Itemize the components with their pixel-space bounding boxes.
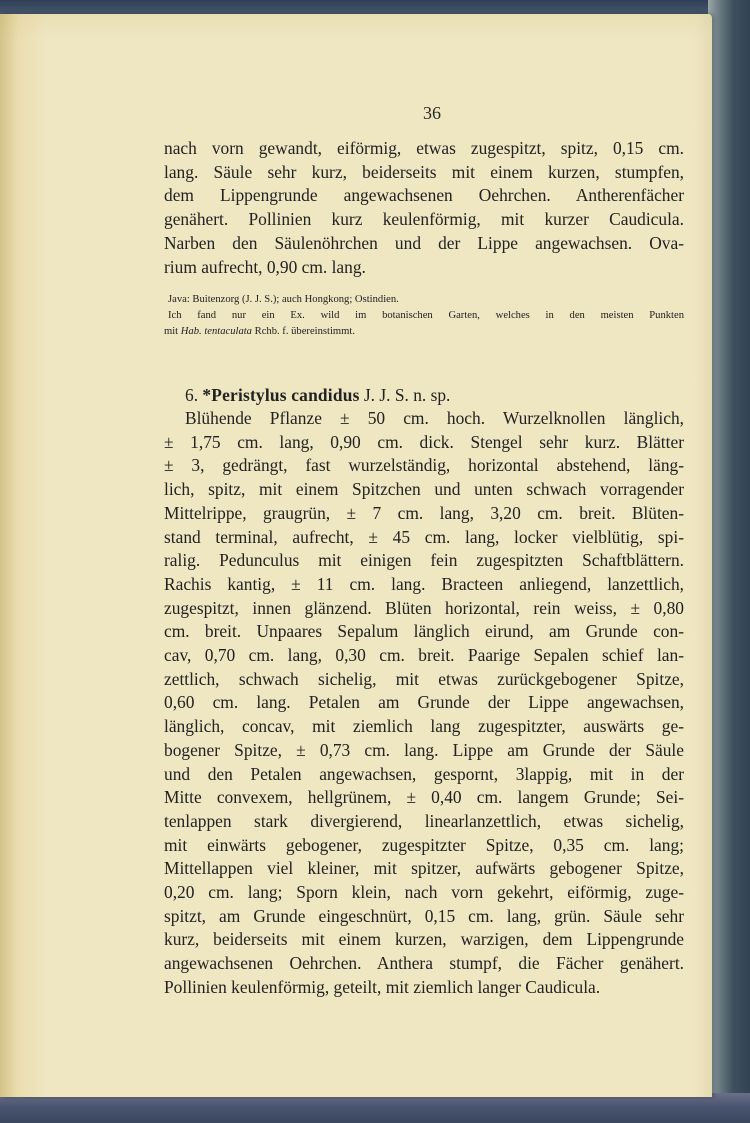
text-line: Mittelrippe, graugrün, ± 7 cm. lang, 3,20 cm. breit. Blüten- [164,502,684,523]
text-line: kurz, beiderseits mit einem kurzen, warzigen, dem Lippengrunde [164,929,684,950]
text-line: ± 1,75 cm. lang, 0,90 cm. dick. Stengel sehr kurz. Blätter [164,431,684,452]
text-line: Narben den Säulenöhrchen und der Lippe angewachsen. Ova- [164,232,684,253]
book-cover-right-edge [708,0,750,1123]
text-line: cav, 0,70 cm. lang, 0,30 cm. breit. Paarige Sepalen schief lan- [164,645,684,666]
text-line: ralig. Pedunculus mit einigen fein zugespitzten Schaftblättern. [164,550,684,571]
species-number: 6. [185,385,203,405]
locality-line: Java: Buitenzorg (J. J. S.); auch Hongkong; Ostindien. [168,294,399,305]
text-line: angewachsenen Oehrchen. Anthera stumpf, die Fächer genähert. [164,953,684,974]
species-author: J. J. S. n. sp. [359,385,451,405]
text-line: mit einwärts gebogener, zugespitzter Spitze, 0,35 cm. lang; [164,834,684,855]
text-line: Mitte convexem, hellgrünem, ± 0,40 cm. langem Grunde; Sei- [164,787,684,808]
text-line: länglich, concav, mit ziemlich lang zugespitzter, auswärts ge- [164,716,684,737]
text-line: zugespitzt, innen glänzend. Blüten horizontal, rein weiss, ± 0,80 [164,597,684,618]
text-line: lich, spitz, mit einem Spitzchen und unten schwach vorragender [164,479,684,500]
text-line: stand terminal, aufrecht, ± 45 cm. lang, locker vielblütig, spi- [164,526,684,547]
text-line: genähert. Pollinien kurz keulenförmig, mit kurzer Caudicula. [164,209,684,230]
text-line: Mittellappen viel kleiner, mit spitzer, aufwärts gebogener Spitze, [164,858,684,879]
text-line: tenlappen stark divergierend, linearlanzettlich, etwas sichelig, [164,810,684,831]
text-line: 0,20 cm. lang; Sporn klein, nach vorn gekehrt, eiförmig, zuge- [164,882,684,903]
note-text: mit [164,326,181,337]
paragraph-continuation [164,137,684,279]
taxon-name-italic: Hab. tentaculata [180,326,252,337]
species-name: *Peristylus candidus [202,385,360,405]
text-line: zettlich, schwach sichelig, mit etwas zurückgebogener Spitze, [164,668,684,689]
text-line: cm. breit. Unpaares Sepalum länglich eirund, am Grunde con- [164,621,684,642]
text-line: ± 3, gedrängt, fast wurzelständig, horizontal abstehend, läng- [164,455,684,476]
text-line: rium aufrecht, 0,90 cm. lang. [164,256,366,277]
text-line: dem Lippengrunde angewachsenen Oehrchen. Antherenfächer [164,185,684,206]
species-heading [164,384,684,408]
species-description [164,407,684,1000]
text-line: lang. Säule sehr kurz, beiderseits mit einem kurzen, stumpfen, [164,161,684,182]
note-line [164,324,684,340]
book-cover-bottom-edge [0,1093,750,1123]
text-line: spitzt, am Grunde eingeschnürt, 0,15 cm. lang, grün. Säule sehr [164,905,684,926]
text-line: und den Petalen angewachsen, gespornt, 3lappig, mit in der [164,763,684,784]
note-line: Ich fand nur ein Ex. wild im botanischen Garten, welches in den meisten Punkten [168,310,684,321]
text-line: nach vorn gewandt, eiförmig, etwas zugespitzt, spitz, 0,15 cm. [164,138,684,158]
locality-note [164,292,684,340]
note-text: Rchb. f. übereinstimmt. [251,326,355,337]
page-number: 36 [423,103,441,123]
text-line: Pollinien keulenförmig, geteilt, mit ziemlich langer Caudicula. [164,976,601,997]
text-line: Blühende Pflanze ± 50 cm. hoch. Wurzelknollen länglich, [185,408,684,428]
book-page [0,14,712,1097]
text-line: 0,60 cm. lang. Petalen am Grunde der Lippe angewachsen, [164,692,684,713]
text-line: bogener Spitze, ± 0,73 cm. lang. Lippe am Grunde der Säule [164,739,684,760]
text-line: Rachis kantig, ± 11 cm. lang. Bracteen anliegend, lanzettlich, [164,573,684,594]
